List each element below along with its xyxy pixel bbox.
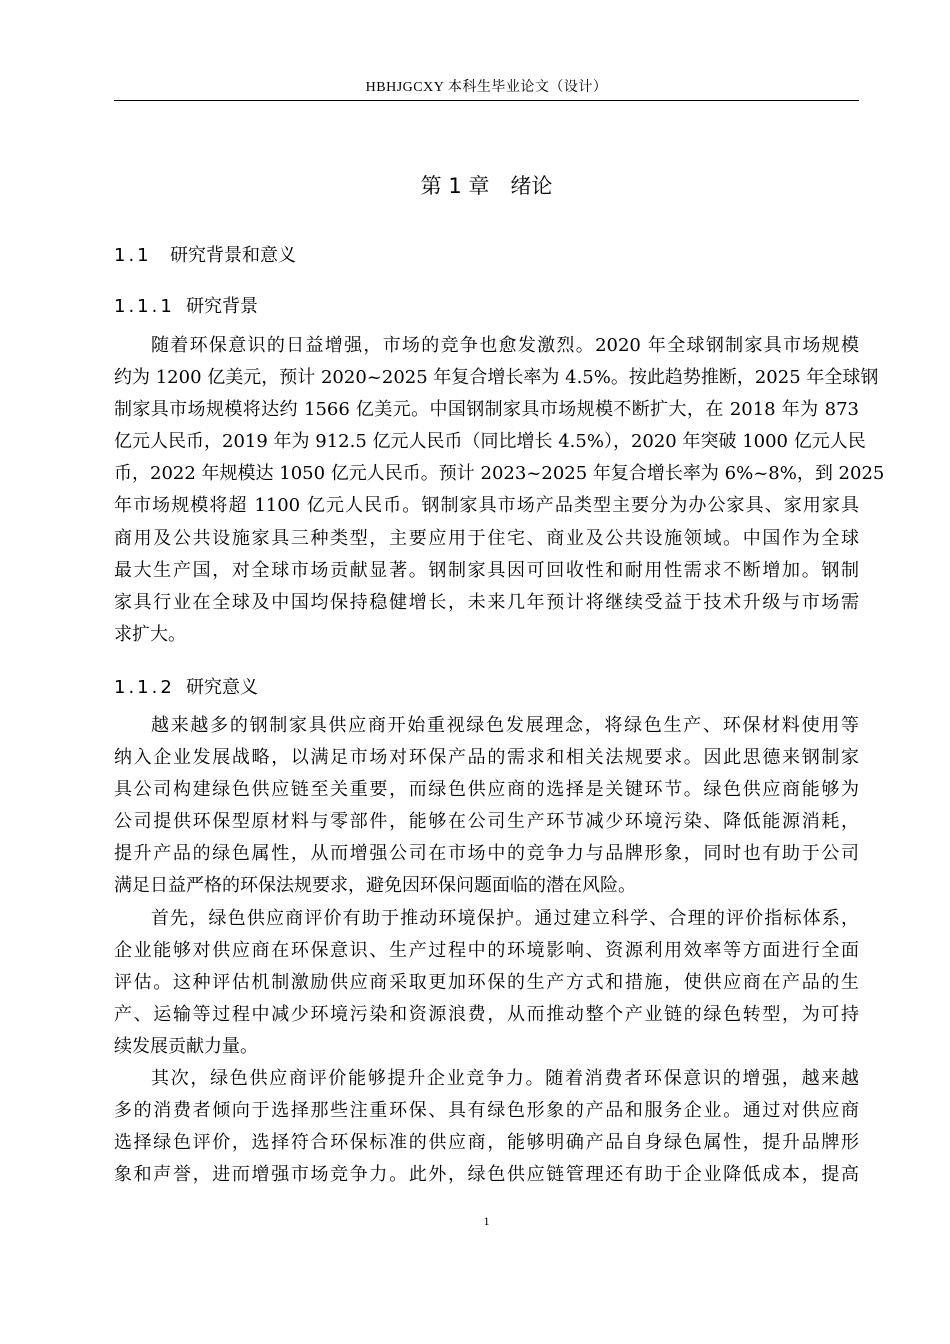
text-line: 象和声誉，进而增强市场竞争力。此外，绿色供应链管理还有助于企业降低成本，提高 xyxy=(114,1164,859,1186)
text-line: 企业能够对供应商在环保意识、生产过程中的环境影响、资源利用效率等方面进行全面 xyxy=(114,939,859,961)
text-line: 随着环保意识的日益增强，市场的竞争也愈发激烈。2020 年全球钢制家具市场规模 xyxy=(151,335,859,356)
text-line: 求扩大。 xyxy=(114,623,186,645)
text-line: 商用及公共设施家具三种类型，主要应用于住宅、商业及公共设施领域。中国作为全球 xyxy=(114,527,859,549)
text-line: 具公司构建绿色供应链至关重要，而绿色供应商的选择是关键环节。绿色供应商能够为 xyxy=(114,779,859,801)
section-number: 1.1.1 xyxy=(114,296,175,317)
text-line: 家具行业在全球及中国均保持稳健增长，未来几年预计将继续受益于技术升级与市场需 xyxy=(114,591,859,613)
section-number: 1.1.2 xyxy=(114,677,175,698)
page-number: 1 xyxy=(483,1214,490,1228)
section-title: 研究意义 xyxy=(186,677,258,698)
header-rule xyxy=(114,100,859,101)
text-line: 纳入企业发展战略，以满足市场对环保产品的需求和相关法规要求。因此思德来钢制家 xyxy=(114,747,859,769)
text-line: 评估。这种评估机制激励供应商采取更加环保的生产方式和措施，使供应商在产品的生 xyxy=(114,971,859,993)
text-line: 多的消费者倾向于选择那些注重环保、具有绿色形象的产品和服务企业。通过对供应商 xyxy=(114,1100,859,1122)
text-line: 约为 1200 亿美元，预计 2020~2025 年复合增长率为 4.5%。按此趋势推断，2025 年全球钢 xyxy=(114,367,879,389)
section-heading-1-1 xyxy=(114,241,296,267)
text-line: 产、运输等过程中减少环境污染和资源浪费，从而推动整个产业链的绿色转型，为可持 xyxy=(114,1003,859,1025)
section-heading-1-1-1 xyxy=(114,292,258,318)
running-header: HBHJGCXY 本科生毕业论文（设计） xyxy=(365,80,608,95)
chapter-title: 第 1 章 绪论 xyxy=(420,174,553,198)
section-title: 研究背景和意义 xyxy=(170,245,296,266)
background-body xyxy=(114,330,885,651)
section-title: 研究背景 xyxy=(186,296,258,317)
text-line: 亿元人民币，2019 年为 912.5 亿元人民币（同比增长 4.5%），2020 年突破 1000 亿元人民 xyxy=(114,431,866,453)
text-line: 年市场规模将超 1100 亿元人民币。钢制家具市场产品类型主要分为办公家具、家用家具 xyxy=(114,495,859,517)
paragraph xyxy=(114,903,859,1063)
text-line: 续发展贡献力量。 xyxy=(114,1035,258,1057)
text-line: 越来越多的钢制家具供应商开始重视绿色发展理念，将绿色生产、环保材料使用等 xyxy=(151,715,859,736)
text-line: 币，2022 年规模达 1050 亿元人民币。预计 2023~2025 年复合增长率为 6%~8%，到 2025 xyxy=(114,463,885,485)
paragraph xyxy=(114,710,859,903)
text-line: 其次，绿色供应商评价能够提升企业竞争力。随着消费者环保意识的增强，越来越 xyxy=(151,1068,859,1090)
section-number: 1.1 xyxy=(114,245,152,266)
significance-body xyxy=(114,710,859,1191)
text-line: 公司提供环保型原材料与零部件，能够在公司生产环节减少环境污染、降低能源消耗， xyxy=(114,811,859,833)
text-line: 选择绿色评价，选择符合环保标准的供应商，能够明确产品自身绿色属性，提升品牌形 xyxy=(114,1132,859,1154)
text-line: 最大生产国，对全球市场贡献显著。钢制家具因可回收性和耐用性需求不断增加。钢制 xyxy=(114,559,859,581)
text-line: 首先，绿色供应商评价有助于推动环境保护。通过建立科学、合理的评价指标体系， xyxy=(151,907,859,929)
paragraph xyxy=(114,1063,859,1191)
paragraph xyxy=(114,330,885,651)
text-line: 提升产品的绿色属性，从而增强公司在市场中的竞争力与品牌形象，同时也有助于公司 xyxy=(114,843,859,865)
section-heading-1-1-2 xyxy=(114,673,258,699)
text-line: 满足日益严格的环保法规要求，避免因环保问题面临的潜在风险。 xyxy=(114,875,636,897)
text-line: 制家具市场规模将达约 1566 亿美元。中国钢制家具市场规模不断扩大，在 2018 年为 873 xyxy=(114,399,859,421)
